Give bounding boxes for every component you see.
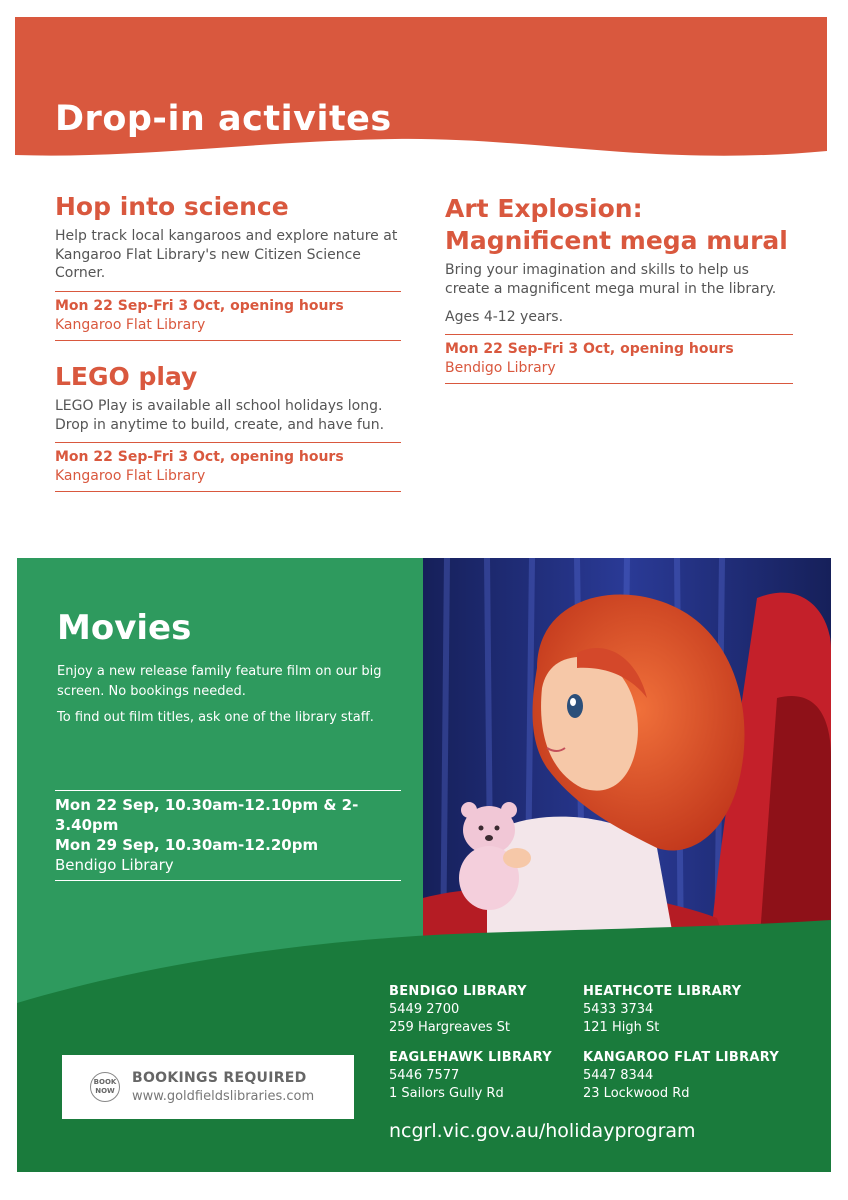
- library-name: KANGAROO FLAT LIBRARY: [583, 1050, 780, 1065]
- activity-where: Kangaroo Flat Library: [55, 468, 206, 484]
- banner-shape: [15, 17, 827, 167]
- bookings-url[interactable]: www.goldfieldslibraries.com: [132, 1089, 315, 1104]
- activity-title-line: Hop into science: [55, 192, 289, 221]
- activity-title: [55, 361, 401, 393]
- library-phone[interactable]: 5449 2700: [389, 1002, 460, 1017]
- activity-when: Mon 22 Sep-Fri 3 Oct, opening hours: [55, 297, 344, 314]
- library-phone[interactable]: 5447 8344: [583, 1068, 654, 1083]
- website-link[interactable]: ncgrl.vic.gov.au/holidayprogram: [389, 1120, 696, 1142]
- library-address: 121 High St: [583, 1020, 660, 1035]
- badge-line: BOOK: [93, 1078, 117, 1086]
- bookings-title: BOOKINGS REQUIRED: [132, 1070, 307, 1086]
- movies-description: [57, 662, 397, 734]
- activity-lego-play: [55, 361, 401, 492]
- activity-title: [445, 193, 793, 257]
- header-banner: [15, 17, 827, 167]
- library-contact: [583, 983, 741, 1037]
- activity-description: LEGO Play is available all school holidays long. Drop in anytime to build, create, and have fun.: [55, 398, 385, 433]
- page-title: Drop-in activites: [55, 99, 392, 139]
- activity-description: Bring your imagination and skills to help us create a magnificent mega mural in the library.: [445, 262, 777, 297]
- movies-title: Movies: [57, 608, 192, 648]
- library-address: 23 Lockwood Rd: [583, 1086, 690, 1101]
- library-phone[interactable]: 5446 7577: [389, 1068, 460, 1083]
- activity-hop-into-science: [55, 191, 401, 341]
- library-phone[interactable]: 5433 3734: [583, 1002, 654, 1017]
- activity-art-explosion: [445, 193, 793, 384]
- movies-paragraph: To find out film titles, ask one of the library staff.: [57, 710, 374, 725]
- library-contact: [389, 983, 527, 1037]
- activity-info: [445, 334, 793, 384]
- activity-description: Help track local kangaroos and explore nature at Kangaroo Flat Library's new Citizen Science Corner.: [55, 228, 398, 281]
- library-contact: [389, 1049, 552, 1103]
- bookings-box[interactable]: [62, 1055, 354, 1119]
- activity-title: [55, 191, 401, 223]
- activity-ages: Ages 4-12 years.: [445, 309, 564, 325]
- movie-time: Mon 22 Sep, 10.30am-12.10pm & 2-3.40pm: [55, 796, 359, 834]
- activity-where: Bendigo Library: [445, 360, 556, 376]
- activity-info: [55, 291, 401, 341]
- activity-where: Kangaroo Flat Library: [55, 316, 206, 333]
- movie-illustration: [423, 558, 831, 978]
- book-now-badge: [90, 1072, 120, 1102]
- activity-title-line: Art Explosion:: [445, 194, 643, 223]
- movies-paragraph: Enjoy a new release family feature film on our big screen. No bookings needed.: [57, 664, 382, 699]
- library-address: 1 Sailors Gully Rd: [389, 1086, 504, 1101]
- library-address: 259 Hargreaves St: [389, 1020, 511, 1035]
- activity-title-line: Magnificent mega mural: [445, 226, 788, 255]
- activity-when: Mon 22 Sep-Fri 3 Oct, opening hours: [445, 341, 734, 357]
- activity-info: [55, 442, 401, 492]
- movie-location: Bendigo Library: [55, 856, 174, 874]
- library-contact: [583, 1049, 779, 1103]
- movie-time: Mon 29 Sep, 10.30am-12.20pm: [55, 836, 319, 854]
- movies-schedule: [55, 790, 401, 881]
- library-name: HEATHCOTE LIBRARY: [583, 984, 742, 999]
- badge-line: NOW: [95, 1087, 115, 1095]
- activity-when: Mon 22 Sep-Fri 3 Oct, opening hours: [55, 449, 344, 465]
- library-name: EAGLEHAWK LIBRARY: [389, 1050, 552, 1065]
- activity-title-line: LEGO play: [55, 362, 198, 391]
- library-name: BENDIGO LIBRARY: [389, 984, 527, 999]
